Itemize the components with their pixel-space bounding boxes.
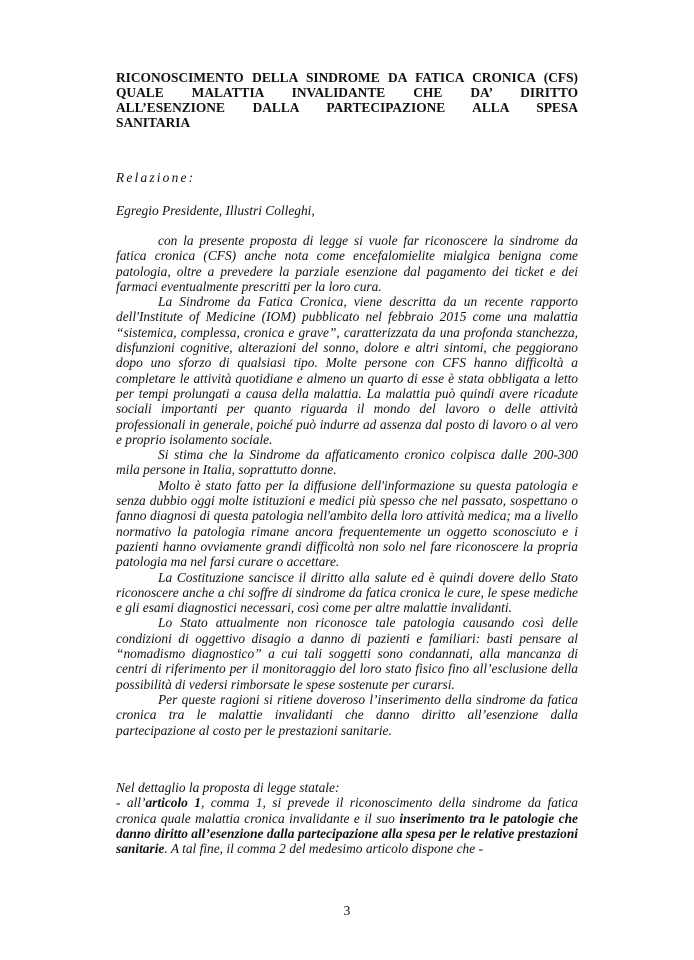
report-body xyxy=(116,233,578,738)
document-title xyxy=(116,70,578,130)
page-number: 3 xyxy=(343,903,351,918)
title-line: RICONOSCIMENTO DELLA SINDROME DA FATICA CRONICA (CFS) xyxy=(116,70,578,85)
emphasis-text: inserimento tra le patologie che danno diritto all’esenzione dalla partecipazione alla spesa per le relative prestazioni sanitarie xyxy=(116,810,578,857)
article-reference: articolo 1 xyxy=(145,795,201,811)
title-line: SANITARIA xyxy=(116,115,191,130)
details-intro: Nel dettaglio la proposta di legge statale: xyxy=(116,780,340,795)
paragraph: Molto è stato fatto per la diffusione dell'informazione su questa patologia e senza dubbio oggi molte istituzioni e medici più spesso che nel passato, sospettano o fanno diagnosi di questa patologia nell'ambito della loro attività medica; ma a livello normativo la patologia rimane ancora frequentemente un oggetto sconosciuto e i pazienti hanno ovviamente grandi difficoltà non solo nel fare riconoscere la propria patologia ma nel farsi curare o accettare. xyxy=(116,477,578,570)
details-section xyxy=(116,780,578,856)
paragraph: Si stima che la Sindrome da affaticamento cronico colpisca dalle 200-300 mila persone in Italia, soprattutto donne. xyxy=(116,447,578,478)
section-heading: Relazione: xyxy=(116,170,196,185)
paragraph: La Sindrome da Fatica Cronica, viene descritta da un recente rapporto dell'Institute of Medicine (IOM) pubblicato nel febbraio 2015 come una malattia “sistemica, complessa, cronica e grave”, caratterizzata da una profonda stanchezza, disfunzioni cognitive, alterazioni del sonno, dolore e altri sintomi, che peggiorano dopo uno sforzo di qualsiasi tipo. Molte persone con CFS hanno difficoltà a completare le attività quotidiane e almeno un quarto di esse è stata obbligata a letto per tempi prolungati a causa della malattia. La malattia può quindi avere ricadute sociali importanti per quanto riguarda il mondo del lavoro o delle attività professionali in generale, poiché può indurre ad assenza dal posto di lavoro o al vero e proprio isolamento sociale. xyxy=(116,294,578,447)
paragraph: con la presente proposta di legge si vuole far riconoscere la sindrome da fatica cronica (CFS) anche nota come encefalomielite mialgica benigna come patologia, oltre a prevedere la parziale esenzione dal pagamento dei ticket e dei farmaci eventualmente prescritti per la loro cura. xyxy=(116,233,578,294)
article-1-paragraph xyxy=(116,795,578,856)
paragraph: Lo Stato attualmente non riconosce tale patologia causando così delle condizioni di oggettivo disagio a danno di pazienti e familiari: basti pensare al “nomadismo diagnostico” a cui tali soggetti sono condannati, alla mancanza di centri di riferimento per il monitoraggio del loro stato fisico fino all’esclusione della possibilità di vedersi rimborsate le spese sostenute per curarsi. xyxy=(116,615,578,692)
greeting: Egregio Presidente, Illustri Colleghi, xyxy=(116,203,315,218)
title-line: ALL’ESENZIONE DALLA PARTECIPAZIONE ALLA SPESA xyxy=(116,100,578,115)
details-text: . A tal fine, il comma 2 del medesimo articolo dispone che - xyxy=(164,841,483,857)
details-text: , comma 1, si prevede il riconoscimento della sindrome da fatica cronica quale malattia cronica invalidante e il suo xyxy=(116,795,578,826)
paragraph: La Costituzione sancisce il diritto alla salute ed è quindi dovere dello Stato riconoscere anche a chi soffre di sindrome da fatica cronica le cure, le spese mediche e gli esami diagnostici necessari, così come per altre malattie invalidanti. xyxy=(116,569,578,616)
paragraph: Per queste ragioni si ritiene doveroso l’inserimento della sindrome da fatica cronica tra le malattie invalidanti che danno diritto all’esenzione dalla partecipazione al costo per le prestazioni sanitarie. xyxy=(116,691,578,738)
details-text: - all’ xyxy=(116,795,146,811)
title-line: QUALE MALATTIA INVALIDANTE CHE DA’ DIRITTO xyxy=(116,85,578,100)
